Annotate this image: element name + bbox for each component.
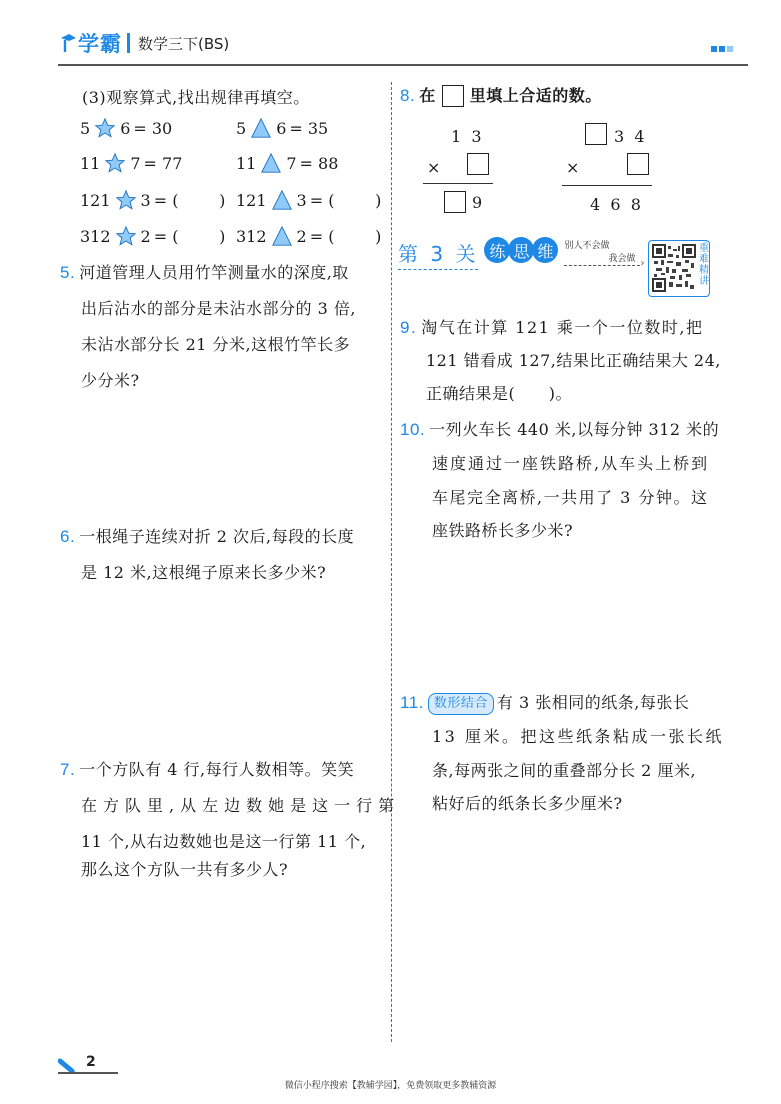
triangle-icon — [271, 189, 293, 211]
question-text: 一列火车长 440 米,以每分钟 312 米的 — [429, 420, 720, 439]
brand-logo — [60, 28, 229, 58]
calc-line — [423, 183, 493, 184]
question-text: 在 — [419, 86, 436, 105]
star-icon — [115, 225, 137, 247]
circle-character: 练 — [484, 237, 510, 263]
question-text: 13 厘米。把这些纸条粘成一张长纸 — [432, 727, 724, 746]
question-text: 车尾完全离桥,一共用了 3 分钟。这 — [432, 488, 709, 507]
qr-label — [698, 243, 710, 287]
triangle-equation — [236, 113, 328, 143]
operand: 6 — [120, 118, 131, 138]
corner-squares-decoration — [711, 46, 733, 52]
question-text: 粘好后的纸条长多少厘米? — [432, 794, 623, 813]
qr-pattern — [652, 244, 696, 292]
pencil-icon — [58, 1058, 78, 1078]
level-3-banner — [398, 238, 644, 274]
question-number: 10. — [400, 420, 426, 439]
question-text: 座铁路桥长多少米? — [432, 521, 574, 540]
question-text: 里填上合适的数。 — [469, 86, 602, 105]
answer-blank[interactable]: = ( ) — [309, 190, 382, 210]
pattern-instruction: (3)观察算式,找出规律再填空。 — [82, 88, 310, 107]
star-icon — [104, 152, 126, 174]
triangle-icon — [260, 152, 282, 174]
page-number-rule — [58, 1072, 118, 1074]
question-text: 一根绳子连续对折 2 次后,每段的长度 — [79, 527, 355, 546]
answer-blank[interactable]: = ( ) — [309, 226, 382, 246]
product: 4 6 8 — [590, 195, 641, 214]
circle-character: 维 — [532, 237, 558, 263]
qr-label-char: 难 — [699, 254, 709, 265]
answer-blank[interactable]: = ( ) — [153, 190, 226, 210]
question-number: 8. — [400, 86, 416, 105]
book-title: 数学三下(BS) — [138, 34, 230, 53]
dashed-line — [564, 265, 640, 266]
question-text: 正确结果是( )。 — [426, 384, 573, 403]
operand: 11 — [236, 153, 257, 173]
question-text: 在方队里,从左边数她是这一行第 — [81, 796, 401, 815]
star-icon — [94, 117, 116, 139]
product-digit: 9 — [472, 193, 483, 212]
operand: 5 — [80, 118, 91, 138]
qr-code[interactable] — [648, 240, 710, 297]
operand: 5 — [236, 118, 247, 138]
question-text: 条,每两张之间的重叠部分长 2 厘米, — [432, 761, 697, 780]
question-text: 未沾水部分长 21 分米,这根竹竿长多 — [81, 335, 351, 354]
answer-blank[interactable]: = ( ) — [153, 226, 226, 246]
operand: 3 — [140, 190, 151, 210]
fill-box[interactable] — [585, 123, 607, 145]
question-number: 7. — [60, 760, 76, 779]
header-rule — [58, 64, 748, 66]
question-number: 9. — [400, 318, 418, 337]
operand: 7 — [130, 153, 141, 173]
fill-box[interactable] — [467, 153, 489, 175]
multiplicand: 3 4 — [614, 127, 645, 146]
page-number: 2 — [86, 1054, 96, 1070]
star-equation — [80, 148, 182, 178]
graduation-cap-icon — [60, 32, 76, 54]
question-text: 少分米? — [81, 371, 140, 390]
logo-divider — [127, 33, 130, 53]
fill-box[interactable] — [444, 191, 466, 213]
tagline-line-2: 我会做 — [608, 254, 636, 264]
triangle-icon — [271, 225, 293, 247]
result: = 35 — [289, 118, 329, 138]
times-sign: × — [427, 158, 441, 177]
example-box — [442, 85, 464, 107]
column-divider — [391, 82, 392, 1042]
star-equation — [80, 113, 172, 143]
calc-line — [562, 185, 652, 186]
footer-note: 微信小程序搜索【教辅学园】，免费领取更多教辅资源 — [284, 1081, 497, 1091]
operand: 3 — [296, 190, 307, 210]
qr-label-char: 讲 — [699, 276, 709, 287]
question-text: 11 个,从右边数她也是这一行第 11 个, — [81, 832, 367, 851]
page-header — [58, 28, 748, 64]
operand: 121 — [80, 190, 111, 210]
level-title: 第 3 关 — [398, 238, 478, 270]
question-number: 5. — [60, 263, 76, 282]
result: = 77 — [143, 153, 183, 173]
question-text: 河道管理人员用竹竿测量水的深度,取 — [79, 263, 349, 282]
qr-label-char: 精 — [699, 265, 709, 276]
circle-character: 思 — [508, 237, 534, 263]
result: = 30 — [133, 118, 173, 138]
question-text: 出后沾水的部分是未沾水部分的 3 倍, — [81, 299, 356, 318]
fill-box[interactable] — [627, 153, 649, 175]
triangle-icon — [250, 117, 272, 139]
question-text: 一个方队有 4 行,每行人数相等。笑笑 — [79, 760, 355, 779]
topic-tag: 数形结合 — [428, 693, 494, 715]
operand: 312 — [236, 226, 267, 246]
question-text: 是 12 米,这根绳子原来长多少米? — [81, 563, 327, 582]
tagline-line-1: 别人不会做 — [564, 241, 610, 251]
qr-label-char: 重 — [699, 243, 709, 254]
banner-tagline — [564, 238, 644, 274]
question-text: 那么这个方队一共有多少人? — [81, 860, 289, 879]
triangle-equation — [236, 185, 381, 215]
triangle-equation — [236, 148, 338, 178]
question-text: 速度通过一座铁路桥,从车头上桥到 — [432, 454, 710, 473]
multiplicand: 1 3 — [451, 127, 482, 146]
operand: 2 — [140, 226, 151, 246]
operand: 11 — [80, 153, 101, 173]
star-equation — [80, 221, 225, 251]
operand: 7 — [286, 153, 297, 173]
operand: 121 — [236, 190, 267, 210]
arrow-icon: › — [640, 258, 645, 269]
result: = 88 — [299, 153, 339, 173]
question-text: 淘气在计算 121 乘一个一位数时,把 — [421, 318, 704, 337]
triangle-equation — [236, 221, 381, 251]
question-number: 11. — [400, 693, 424, 712]
question-text: 有 3 张相同的纸条,每张长 — [496, 693, 690, 712]
question-number: 6. — [60, 527, 76, 546]
operand: 2 — [296, 226, 307, 246]
operand: 6 — [276, 118, 287, 138]
star-icon — [115, 189, 137, 211]
star-equation — [80, 185, 225, 215]
operand: 312 — [80, 226, 111, 246]
thinking-practice-label — [486, 237, 558, 263]
question-text: 121 错看成 127,结果比正确结果大 24, — [426, 351, 721, 370]
times-sign: × — [566, 158, 580, 177]
logo-text: 学霸 — [78, 32, 122, 56]
